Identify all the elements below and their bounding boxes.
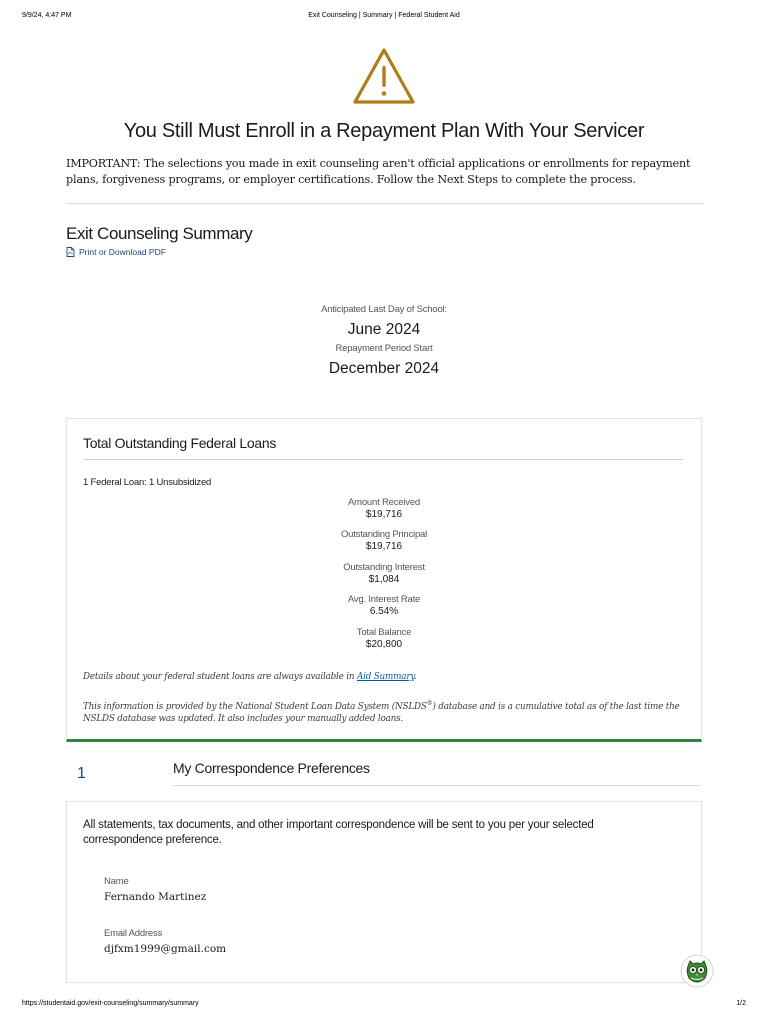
aid-summary-note-prefix: Details about your federal student loans are always available in — [83, 672, 357, 682]
print-header — [22, 12, 746, 24]
name-value: Fernando Martinez — [104, 891, 207, 903]
registered-mark: ® — [426, 700, 433, 707]
pdf-file-icon — [66, 247, 75, 257]
print-pdf-link[interactable] — [66, 247, 166, 257]
aid-summary-note-suffix: . — [413, 672, 417, 682]
stat-label-total-balance: Total Balance — [356, 626, 412, 638]
stat-label-interest-rate: Avg. Interest Rate — [347, 594, 421, 606]
aid-summary-note — [83, 671, 683, 684]
correspondence-title: My Correspondence Preferences — [173, 760, 370, 776]
print-page-title: Exit Counseling | Summary | Federal Student Aid — [308, 12, 460, 19]
warning-triangle-icon — [352, 47, 416, 105]
loans-card-title: Total Outstanding Federal Loans — [83, 435, 277, 451]
step-number: 1 — [77, 765, 86, 782]
email-label: Email Address — [104, 928, 163, 939]
page-title: You Still Must Enroll in a Repayment Plan With Your Servicer — [123, 120, 645, 142]
repayment-start-label: Repayment Period Start — [335, 343, 433, 354]
loan-count: 1 Federal Loan: 1 Unsubsidized — [83, 477, 212, 488]
repayment-start-value: December 2024 — [328, 360, 440, 377]
stat-value-outstanding-principal: $19,716 — [365, 541, 403, 553]
aid-summary-link[interactable]: Aid Summary — [356, 672, 414, 682]
outstanding-loans-card — [66, 418, 702, 742]
print-footer — [22, 1000, 746, 1012]
print-pdf-label: Print or Download PDF — [79, 247, 166, 257]
correspondence-description: All statements, tax documents, and other important correspondence will be sent to you per your selected correspondence preference. — [83, 819, 594, 846]
stat-value-amount-received: $19,716 — [365, 509, 403, 520]
last-day-label: Anticipated Last Day of School: — [321, 304, 447, 315]
page-number: 1/2 — [736, 1000, 746, 1007]
important-notice: IMPORTANT: The selections you made in exit counseling aren't official applications or enrollments for repayment plans, forgiveness programs, or employer certifications. Follow the Next Steps to complete the process. — [66, 157, 691, 186]
stat-label-amount-received: Amount Received — [348, 497, 420, 508]
stat-value-outstanding-interest: $1,084 — [368, 573, 400, 585]
stat-label-outstanding-principal: Outstanding Principal — [340, 529, 428, 541]
correspondence-card — [66, 801, 702, 983]
name-label: Name — [104, 876, 129, 887]
nslds-note — [83, 698, 683, 726]
print-datetime: 9/9/24, 4:47 PM — [22, 12, 72, 19]
nslds-note-part1: This information is provided by the National Student Loan Data System (NSLDS — [83, 701, 427, 712]
stat-label-outstanding-interest: Outstanding Interest — [343, 561, 425, 573]
owl-chat-icon[interactable] — [680, 954, 714, 988]
stat-value-total-balance: $20,800 — [365, 638, 403, 650]
stat-value-interest-rate: 6.54% — [369, 606, 399, 618]
print-url: https://studentaid.gov/exit-counseling/summary/summary — [22, 1000, 199, 1007]
section-divider — [66, 203, 704, 204]
loan-stats — [67, 497, 701, 659]
step-divider — [173, 785, 700, 786]
email-value: djfxm1999@gmail.com — [104, 943, 227, 955]
last-day-value: June 2024 — [347, 321, 421, 338]
summary-title: Exit Counseling Summary — [66, 224, 253, 243]
card-divider — [83, 459, 683, 460]
nslds-note-part2: ) database and is a cumulative total as of the last time the NSLDS database was updated. It also includes your manually added loans. — [83, 701, 680, 725]
